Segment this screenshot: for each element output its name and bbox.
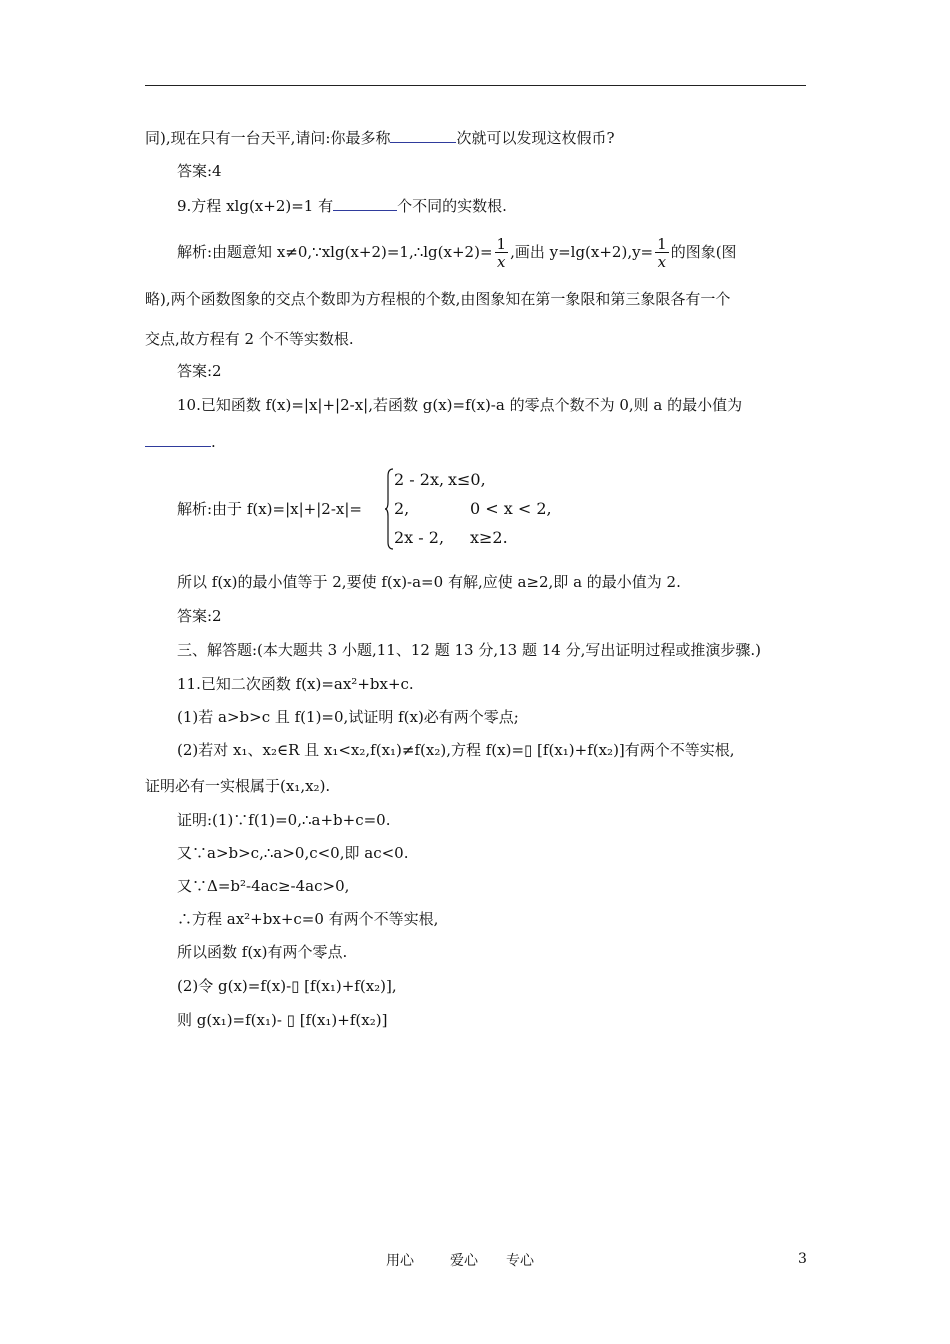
piecewise-case-3: 2x - 2, [394,528,445,547]
proof-line: 则 g(x₁)=f(x₁)- ▯ [f(x₁)+f(x₂)] [177,1011,388,1029]
text: 的图象(图 [670,243,737,261]
fraction-numerator: 1 [657,234,667,253]
answer-blank [390,128,456,143]
proof-line: 所以函数 f(x)有两个零点. [177,943,348,961]
text-line: 所以 f(x)的最小值等于 2,要使 f(x)-a=0 有解,应使 a≥2,即 a 的最小值为 2. [177,573,681,591]
piecewise-cond-3: x≥2. [470,528,508,547]
section-heading: 三、解答题:(本大题共 3 小题,11、12 题 13 分,13 题 14 分,写出证明过程或推演步骤.) [177,641,761,659]
text-line: (2)若对 x₁、x₂∈R 且 x₁<x₂,f(x₁)≠f(x₂),方程 f(x)=▯ [f(x₁)+f(x₂)]有两个不等实根, [177,741,735,759]
answer-blank [145,432,211,447]
fraction-denominator: x [657,252,667,271]
header-rule [145,85,806,86]
proof-line: (2)令 g(x)=f(x)-▯ [f(x₁)+f(x₂)], [177,977,397,995]
fraction-numerator: 1 [496,234,507,253]
footer-text: 爱心 [450,1253,478,1269]
piecewise-case-2: 2, [394,499,410,518]
proof-line: 又∵a>b>c,∴a>0,c<0,即 ac<0. [177,844,409,862]
fraction [495,236,509,271]
text: 次就可以发现这枚假币? [456,129,615,147]
question-11: 11.已知二次函数 f(x)=ax²+bx+c. [177,675,414,693]
text-line: 交点,故方程有 2 个不等实数根. [145,330,354,348]
analysis-9 [177,232,737,272]
piecewise-cond-2: 0 < x < 2, [470,499,552,518]
question-10: 10.已知函数 f(x)=|x|+|2-x|,若函数 g(x)=f(x)-a 的零点个数不为 0,则 a 的最小值为 [177,396,743,414]
text: 同),现在只有一台天平,请问:你最多称 [145,129,391,147]
proof-line: 又∵Δ=b²-4ac≥-4ac>0, [177,877,350,895]
fraction [655,236,669,271]
text: 9.方程 xlg(x+2)=1 有 [177,197,334,215]
text: . [211,433,216,451]
answer-line: 答案:2 [177,362,222,380]
text-line [145,432,216,451]
footer-text: 专心 [506,1253,534,1269]
text: ,画出 y=lg(x+2),y= [510,243,654,261]
text: 个不同的实数根. [397,197,507,215]
text: 解析:由题意知 x≠0,∵xlg(x+2)=1,∴lg(x+2)= [177,243,493,261]
text-line: 略),两个函数图象的交点个数即为方程根的个数,由图象知在第一象限和第三象限各有一个 [145,290,731,308]
piecewise-cond-1: x≤0, [448,470,486,489]
answer-line: 答案:2 [177,607,222,625]
analysis-10: 解析:由于 f(x)=|x|+|2-x|= [177,500,362,518]
text-line: (1)若 a>b>c 且 f(1)=0,试证明 f(x)必有两个零点; [177,708,519,726]
footer-text: 用心 [386,1253,414,1269]
answer-blank [333,196,397,211]
answer-line: 答案:4 [177,162,222,180]
text-line: 证明必有一实根属于(x₁,x₂). [145,777,331,795]
left-brace-icon [384,468,394,550]
proof-line: ∴方程 ax²+bx+c=0 有两个不等实根, [177,910,439,928]
fraction-denominator: x [497,252,506,271]
question-9 [177,196,507,215]
text-line [145,128,615,147]
piecewise-case-1: 2 - 2x, [394,470,445,489]
proof-line: 证明:(1)∵f(1)=0,∴a+b+c=0. [177,811,391,829]
page-number: 3 [798,1251,807,1267]
